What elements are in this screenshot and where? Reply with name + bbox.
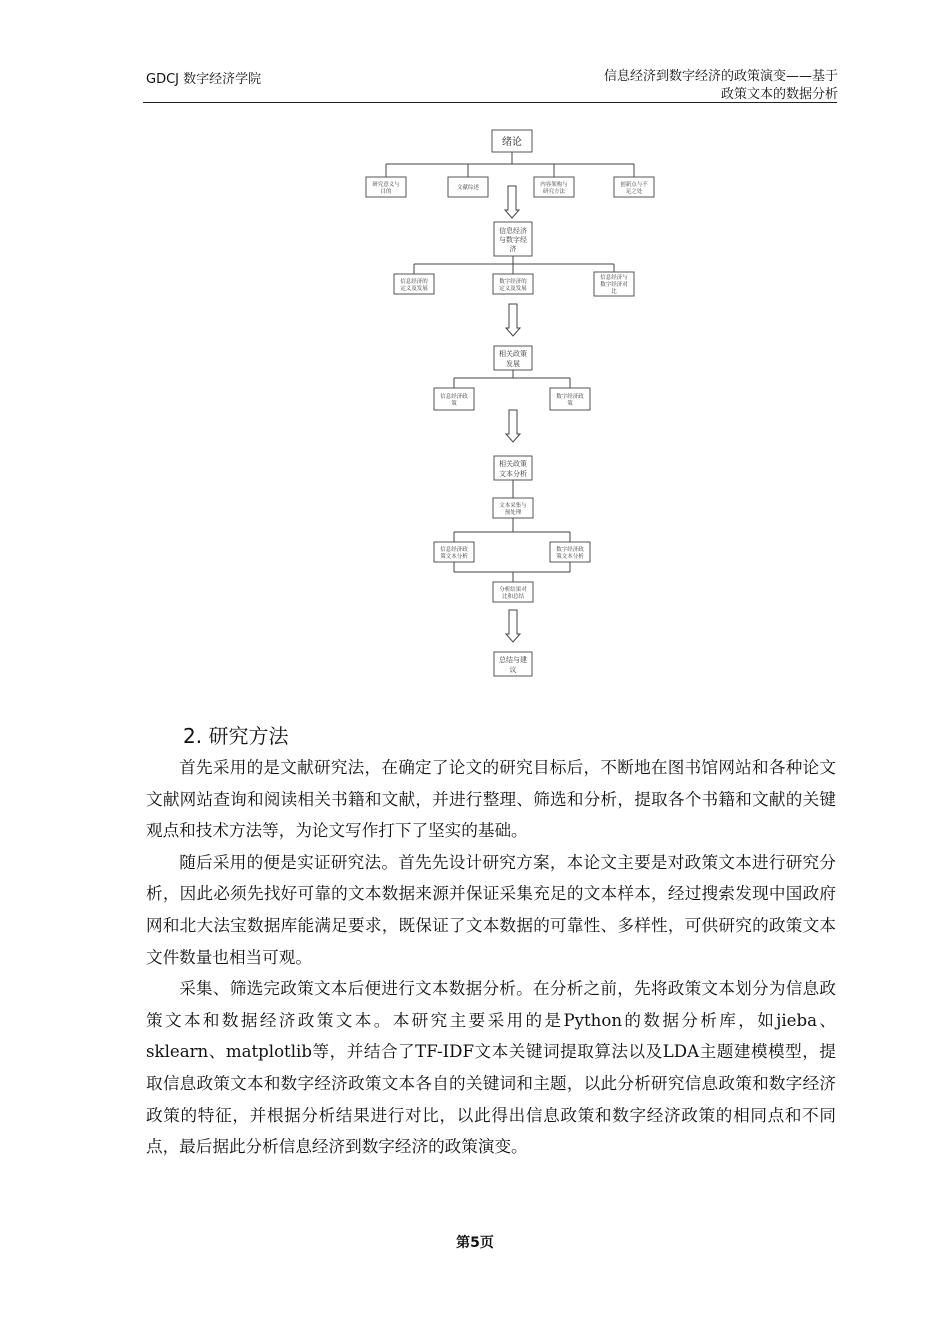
node-pta-line2: 文本分析	[499, 470, 527, 478]
arrow-2	[506, 304, 520, 336]
section-title: 2. 研究方法	[183, 724, 289, 748]
node-digital-econ-def-line2: 定义及发展	[499, 286, 527, 292]
arrow-3	[506, 410, 520, 442]
node-ide-line2: 与数字经	[499, 236, 527, 244]
node-innovation-line2: 足之处	[625, 189, 643, 195]
node-text-collection-line1: 文本采集与	[499, 503, 527, 509]
node-structure-method-line1: 内容架构与	[540, 182, 568, 188]
paragraph-2: 随后采用的便是实证研究法。首先先设计研究方案，本论文主要是对政策文本进行研究分析，因此必须先找好可靠的文本数据来源并保证采集充足的文本样本，经过搜索发现中国政府网和北大法宝数据库能满足要求，既保证了文本数据的可靠性、多样性，可供研究的政策文本文件数量也相当可观。	[146, 852, 836, 967]
header-right-line2: 政策文本的数据分析	[720, 87, 838, 102]
node-structure-method-line2: 研究方法	[542, 189, 566, 195]
node-econ-compare-line3: 比	[611, 289, 617, 295]
node-info-policy-line2: 策	[451, 401, 457, 407]
header-rule	[143, 102, 837, 103]
header-right	[604, 68, 838, 104]
node-innovation-line1: 创新点与不	[620, 182, 648, 188]
header-left: GDCJ 数字经济学院	[146, 72, 262, 87]
node-digital-policy-analysis-line1: 数字经济政	[556, 547, 584, 553]
node-ide-line3: 济	[509, 245, 517, 253]
level2-connector	[414, 256, 614, 274]
body-text	[146, 752, 836, 1163]
node-info-econ-def-line1: 信息经济的	[400, 279, 428, 285]
node-info-econ-def-line2: 定义及发展	[400, 286, 428, 292]
paragraph-3: 采集、筛选完政策文本后便进行文本数据分析。在分析之前，先将政策文本划分为信息政策文本和数据经济政策文本。本研究主要采用的是Python的数据分析库，如jieba、sklearn、matplotlib等，并结合了TF-IDF文本关键词提取算法以及LDA主题建模模型，提取信息政策文本和数字经济政策文本各自的关键词和主题，以此分析研究信息政策和数字经济政策的特征，并根据分析结果进行对比，以此得出信息政策和数字经济政策的相同点和不同点，最后据此分析信息经济到数字经济的政策演变。	[146, 979, 836, 1157]
node-digital-policy-analysis-line2: 策文本分析	[556, 554, 584, 560]
node-conclusion-line1: 总结与建	[499, 656, 527, 664]
node-significance-line1: 研究意义与	[372, 182, 400, 188]
header-right-line1: 信息经济到数字经济的政策演变——基于	[603, 69, 838, 84]
level3-connector	[454, 370, 570, 388]
node-conclusion-line2: 议	[509, 666, 517, 674]
node-policy-development-line2: 发展	[506, 360, 520, 368]
level4-split-connector	[454, 518, 570, 542]
intro-connector	[386, 152, 634, 177]
page-number: 第5页	[456, 1235, 494, 1251]
paragraph-1: 首先采用的是文献研究法，在确定了论文的研究目标后，不断地在图书馆网站和各种论文文献网站查询和阅读相关书籍和文献，并进行整理、筛选和分析，提取各个书籍和文献的关键观点和技术方法等，为论文写作打下了坚实的基础。	[146, 758, 836, 841]
node-pta-line1: 相关政策	[499, 460, 527, 468]
node-econ-compare-line2: 数字经济对	[600, 282, 628, 288]
node-policy-development-line1: 相关政策	[499, 350, 527, 358]
node-ide-line1: 信息经济	[499, 227, 527, 235]
node-econ-compare-line1: 信息经济与	[600, 275, 628, 281]
arrow-4	[506, 610, 520, 642]
node-intro-label: 绪论	[502, 137, 522, 148]
node-info-policy-analysis-line2: 策文本分析	[440, 554, 468, 560]
level4-merge-connector	[454, 562, 570, 582]
arrow-1	[505, 186, 519, 218]
node-result-compare-line1: 分析结果对	[499, 587, 527, 593]
node-info-policy-analysis-line1: 信息经济政	[440, 547, 468, 553]
node-digital-econ-def-line1: 数字经济的	[499, 279, 527, 285]
node-significance-line2: 目的	[380, 189, 392, 195]
thesis-structure-flowchart	[360, 122, 660, 682]
node-digital-policy-line2: 策	[567, 401, 573, 407]
node-literature-review-label: 文献综述	[456, 185, 480, 191]
node-digital-policy-line1: 数字经济政	[556, 394, 584, 400]
node-text-collection-line2: 预处理	[504, 510, 522, 516]
node-info-policy-line1: 信息经济政	[440, 394, 468, 400]
node-result-compare-line2: 比和总结	[501, 594, 525, 600]
